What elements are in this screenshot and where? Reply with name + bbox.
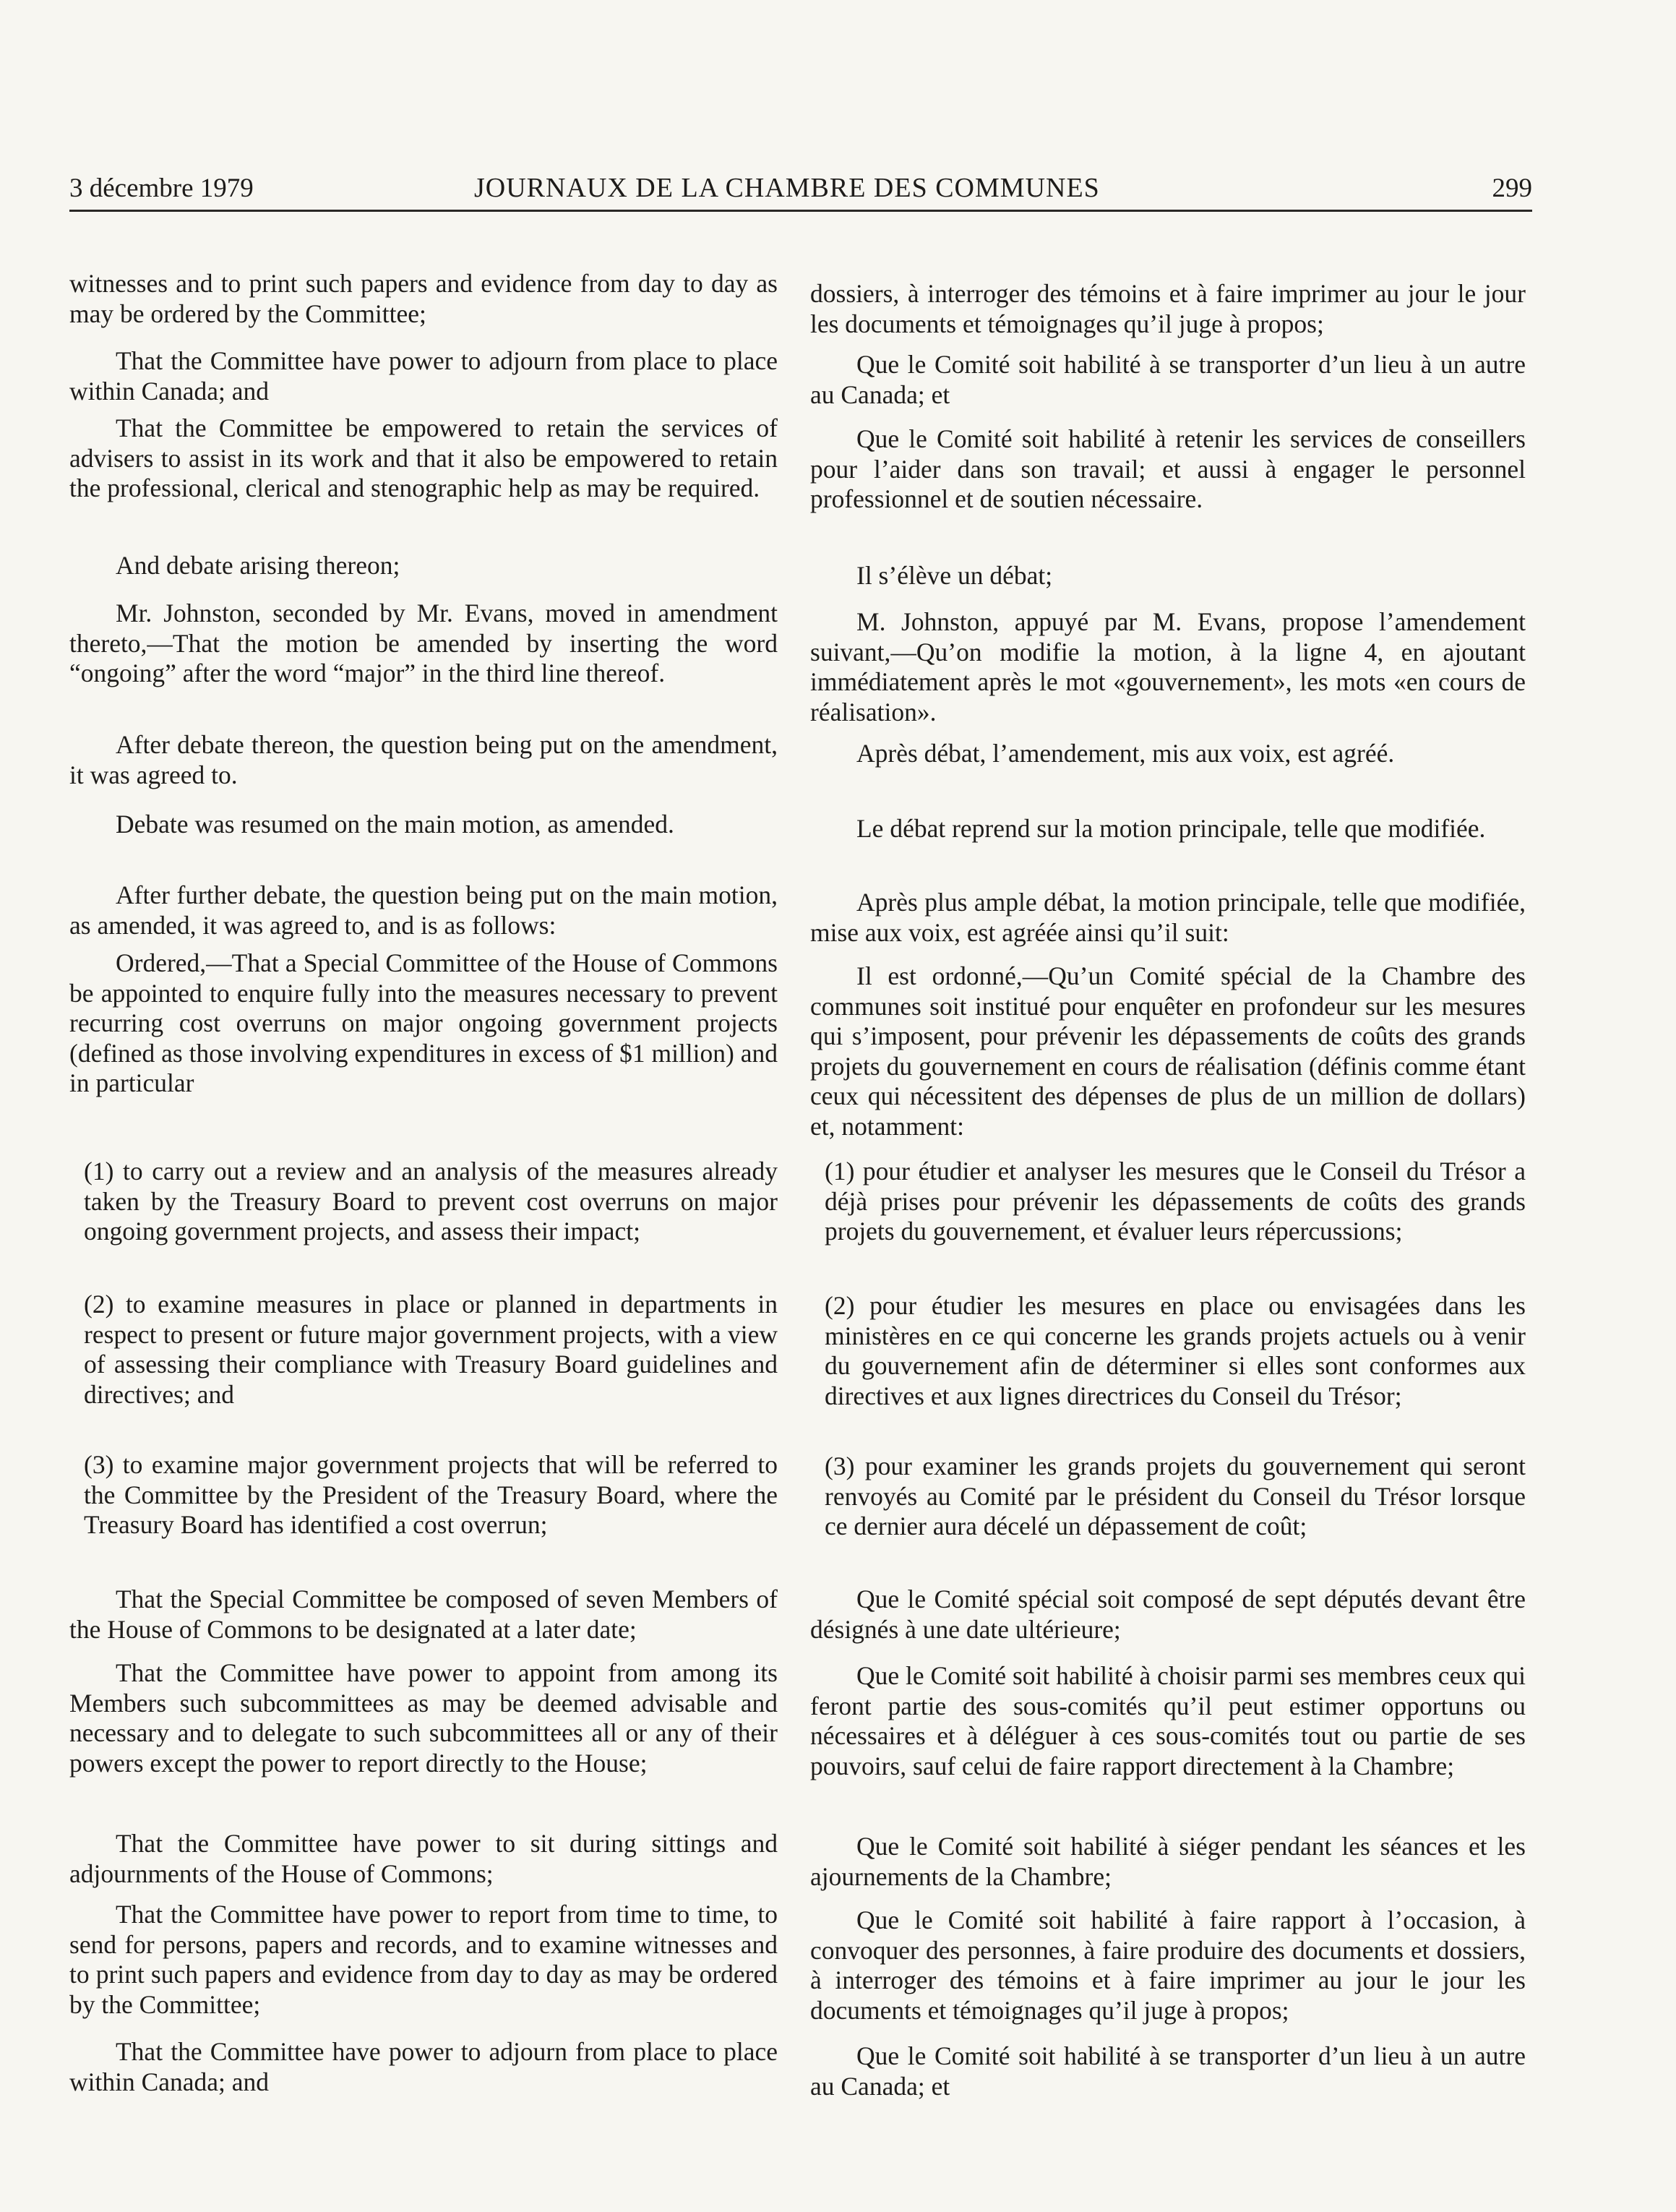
paragraph: Ordered,—That a Special Committee of the House of Commons be appointed to enquire fully into the measures necessary to prevent recurring cost overruns on major ongoing government projects (defined as those involving expenditures in excess of $1 million) and in particular (69, 948, 778, 1097)
paragraph: Il est ordonné,—Qu’un Comité spécial de la Chambre des communes soit institué pour enquêter en profondeur sur les mesures qui s’imposent, pour prévenir les dépassements de coûts des grands projets du gouvernement en cours de réalisation (définis comme étant ceux qui nécessitent des dépenses de plus de un million de dollars) et, notamment: (810, 961, 1526, 1141)
page-number: 299 (1492, 173, 1532, 203)
paragraph: dossiers, à interroger des témoins et à faire imprimer au jour le jour les documents et témoignages qu’il juge à propos; (810, 279, 1526, 338)
list-item: (3) pour examiner les grands projets du gouvernement qui seront renvoyés au Comité par le président du Conseil du Trésor lorsque ce dernier aura décelé un dépassement de coût; (825, 1452, 1526, 1540)
paragraph: Que le Comité soit habilité à siéger pendant les séances et les ajournements de la Chambre; (810, 1832, 1526, 1891)
paragraph: Après plus ample débat, la motion principale, telle que modifiée, mise aux voix, est agréée ainsi qu’il suit: (810, 888, 1526, 947)
header-date: 3 décembre 1979 (69, 173, 254, 203)
paragraph: That the Committee have power to appoint from among its Members such subcommittees as may be deemed advisable and necessary and to delegate to such subcommittees all or any of their powers except the power to report directly to the House; (69, 1658, 778, 1778)
paragraph: Le débat reprend sur la motion principale, telle que modifiée. (856, 814, 1486, 843)
list-item: (2) pour étudier les mesures en place ou envisagées dans les ministères en ce qui concerne les grands projets actuels ou à venir du gouvernement afin de déterminer si elles sont conformes aux directives et aux lignes directrices du Conseil du Trésor; (825, 1291, 1526, 1410)
paragraph: Que le Comité soit habilité à se transporter d’un lieu à un autre au Canada; et (810, 350, 1526, 409)
page-header (69, 166, 1532, 212)
paragraph: Que le Comité soit habilité à se transporter d’un lieu à un autre au Canada; et (810, 2041, 1526, 2101)
paragraph: Que le Comité soit habilité à faire rapport à l’occasion, à convoquer des personnes, à faire produire des documents et dossiers, à interroger des témoins et à faire imprimer au jour le jour les documents et témoignages qu’il juge à propos; (810, 1906, 1526, 2025)
header-title: JOURNAUX DE LA CHAMBRE DES COMMUNES (474, 173, 1100, 203)
list-item: (3) to examine major government projects that will be referred to the Committee by the President of the Treasury Board, where the Treasury Board has identified a cost overrun; (84, 1450, 778, 1539)
paragraph: Debate was resumed on the main motion, as amended. (116, 810, 674, 839)
paragraph: M. Johnston, appuyé par M. Evans, propose l’amendement suivant,—Qu’on modifie la motion, à la ligne 4, en ajoutant immédiatement après le mot «gouvernement», les mots «en cours de réalisation». (810, 607, 1526, 726)
paragraph: That the Committee have power to report from time to time, to send for persons, papers and records, and to examine witnesses and to print such papers and evidence from day to day as may be ordered by the Committee; (69, 1900, 778, 2019)
paragraph: Mr. Johnston, seconded by Mr. Evans, moved in amendment thereto,—That the motion be amended by inserting the word “ongoing” after the word “major” in the third line thereof. (69, 599, 778, 687)
paragraph: Il s’élève un débat; (856, 561, 1053, 590)
paragraph: Que le Comité spécial soit composé de sept députés devant être désignés à une date ultérieure; (810, 1585, 1526, 1644)
paragraph: That the Special Committee be composed of seven Members of the House of Commons to be designated at a later date; (69, 1585, 778, 1644)
paragraph: After debate thereon, the question being put on the amendment, it was agreed to. (69, 730, 778, 789)
paragraph: Que le Comité soit habilité à choisir parmi ses membres ceux qui feront partie des sous-comités qu’il peut estimer opportuns ou nécessaires et à déléguer à ces sous-comités tout ou partie de ses pouvoirs, sauf celui de faire rapport directement à la Chambre; (810, 1661, 1526, 1780)
paragraph: Après débat, l’amendement, mis aux voix, est agréé. (856, 739, 1395, 768)
paragraph: That the Committee have power to adjourn from place to place within Canada; and (69, 346, 778, 406)
paragraph: That the Committee be empowered to retain the services of advisers to assist in its work and that it also be empowered to retain the professional, clerical and stenographic help as may be required. (69, 413, 778, 502)
paragraph: After further debate, the question being put on the main motion, as amended, it was agreed to, and is as follows: (69, 880, 778, 940)
list-item: (2) to examine measures in place or planned in departments in respect to present or future major government projects, with a view of assessing their compliance with Treasury Board guidelines and directives; and (84, 1290, 778, 1409)
paragraph: Que le Comité soit habilité à retenir les services de conseillers pour l’aider dans son travail; et aussi à engager le personnel professionnel et de soutien nécessaire. (810, 424, 1526, 513)
paragraph: And debate arising thereon; (116, 551, 400, 580)
list-item: (1) pour étudier et analyser les mesures que le Conseil du Trésor a déjà prises pour prévenir les dépassements de coûts des grands projets du gouvernement, et évaluer leurs répercussions; (825, 1157, 1526, 1246)
paragraph: That the Committee have power to adjourn from place to place within Canada; and (69, 2037, 778, 2096)
list-item: (1) to carry out a review and an analysis of the measures already taken by the Treasury Board to prevent cost overruns on major ongoing government projects, and assess their impact; (84, 1157, 778, 1246)
paragraph: witnesses and to print such papers and evidence from day to day as may be ordered by the Committee; (69, 269, 778, 328)
paragraph: That the Committee have power to sit during sittings and adjournments of the House of Commons; (69, 1829, 778, 1888)
